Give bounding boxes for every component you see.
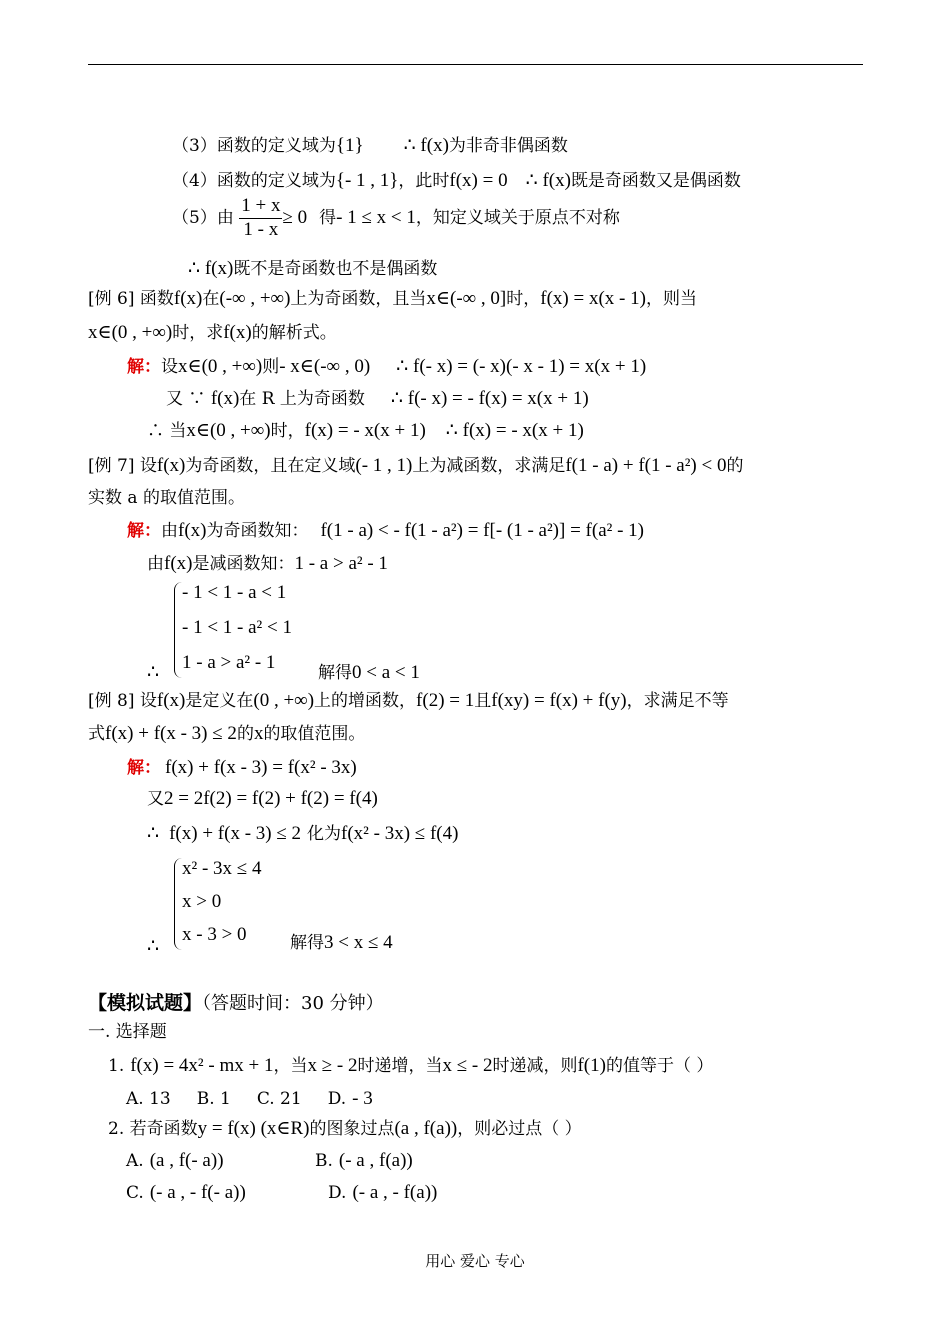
ex8-sol2 bbox=[147, 788, 378, 811]
q1-expression: f(x) = 4x² - mx + 1 bbox=[130, 1055, 274, 1076]
q1-option-d-value: - 3 bbox=[352, 1088, 373, 1109]
ex8-x: x bbox=[253, 723, 264, 744]
q2-option-a-value: (a , f(- a)) bbox=[149, 1150, 224, 1171]
ex8-s3-ineq: f(x) + f(x - 3) ≤ 2 bbox=[169, 823, 302, 844]
ex7-result: 0 < a < 1 bbox=[352, 662, 420, 683]
ex8-therefore: ∴ bbox=[147, 936, 160, 957]
ex6-s2-odd: 在 R 上为奇函数 bbox=[239, 389, 365, 409]
ex8-solve-label: 解得 bbox=[290, 933, 324, 953]
ex7-therefore: ∴ bbox=[147, 662, 160, 683]
case5-denominator: 1 - x bbox=[243, 218, 279, 240]
ex8-of: 的 bbox=[236, 724, 254, 744]
mock-section: 一. 选择题 bbox=[88, 1022, 167, 1042]
ex6-then: ，则当 bbox=[645, 289, 697, 309]
ex7-odd-text: 为奇函数，且在定义域 bbox=[185, 456, 356, 476]
ex6-f: f(x) bbox=[173, 288, 203, 309]
ex7-solve-line bbox=[318, 662, 420, 685]
ex7-s2-result: 1 - a > a² - 1 bbox=[294, 553, 388, 574]
ex6-s1-result: ∴ f(- x) = (- x)(- x - 1) = x(x + 1) bbox=[396, 356, 647, 377]
ex7-s2-by: 由 bbox=[147, 554, 164, 574]
ex7-sol2 bbox=[147, 553, 388, 576]
ex8-s3-result: f(x² - 3x) ≤ f(4) bbox=[341, 823, 459, 844]
ex6-s3-expr: f(x) = - x(x + 1) bbox=[304, 420, 426, 441]
q2-passes: 的图象过点 bbox=[309, 1119, 395, 1139]
ex8-system-row3: x - 3 > 0 bbox=[182, 924, 247, 945]
case5-range: - 1 ≤ x < 1 bbox=[336, 206, 416, 228]
ex8-system-row1: x² - 3x ≤ 4 bbox=[182, 858, 262, 879]
ex8-ask: ，求满足不等 bbox=[626, 691, 729, 711]
ex7-domain: (- 1 , 1) bbox=[355, 455, 413, 476]
ex7-s2-f: f(x) bbox=[164, 553, 193, 574]
ex7-line2: 实数 a 的取值范围。 bbox=[88, 488, 245, 508]
ex8-sol1 bbox=[127, 757, 357, 780]
ex6-s1-let: 设 bbox=[161, 357, 178, 377]
ex6-s3-x: x∈(0 , +∞) bbox=[186, 420, 271, 441]
case4-eq: f(x) = 0 bbox=[449, 170, 508, 191]
ex8-range-text: 的取值范围。 bbox=[263, 724, 366, 744]
q1-ask: 的值等于（ ） bbox=[605, 1056, 714, 1076]
ex8-sol3 bbox=[147, 823, 458, 846]
ex8-f: f(x) bbox=[156, 690, 186, 711]
ex8-s1: f(x) + f(x - 3) = f(x² - 3x) bbox=[165, 757, 357, 778]
ex8-s2: 2 = 2f(2) = f(2) + f(2) = f(4) bbox=[164, 788, 378, 809]
q2-expression: y = f(x) (x∈R) bbox=[197, 1118, 310, 1139]
ex6-s3-final: ∴ f(x) = - x(x + 1) bbox=[445, 420, 584, 441]
q2-option-d[interactable] bbox=[328, 1182, 437, 1205]
case4-label: （4）函数的定义域为 bbox=[172, 171, 336, 191]
ex8-intro: [例 8] 设 bbox=[88, 691, 157, 711]
q2-ask: ，则必过点（ ） bbox=[457, 1119, 582, 1139]
q2-line bbox=[108, 1118, 582, 1141]
ex8-defined: 是定义在 bbox=[185, 691, 254, 711]
ex8-solution-label: 解： bbox=[127, 758, 161, 778]
ex7-system-row3: 1 - a > a² - 1 bbox=[182, 652, 276, 673]
ex7-f: f(x) bbox=[156, 455, 186, 476]
q2-intro: 2. 若奇函数 bbox=[108, 1119, 198, 1139]
ex7-sol1 bbox=[127, 520, 644, 543]
ex7-decreasing-text: 上为减函数，求满足 bbox=[412, 456, 566, 476]
ex6-solution-label: 解： bbox=[127, 357, 161, 377]
case4-line bbox=[172, 170, 741, 193]
ex8-line1 bbox=[88, 690, 729, 713]
ex8-and: 且 bbox=[474, 691, 492, 711]
q2-option-d-value: (- a , - f(a)) bbox=[352, 1182, 438, 1203]
q1-decreasing: 时递减，则 bbox=[492, 1056, 578, 1076]
ex7-s1-f: f(x) bbox=[178, 520, 207, 541]
case4-mid: ，此时 bbox=[398, 171, 450, 191]
q2-option-b-label: B. bbox=[315, 1151, 333, 1171]
q1-f1: f(1) bbox=[577, 1055, 606, 1076]
ex8-value: f(2) = 1 bbox=[416, 690, 475, 711]
ex6-when: 时， bbox=[506, 289, 541, 309]
q2-option-c[interactable] bbox=[126, 1182, 246, 1205]
q1-when1: ，当 bbox=[273, 1056, 308, 1076]
q2-option-c-value: (- a , - f(- a)) bbox=[149, 1182, 246, 1203]
case4-conclusion: ∴ f(x) bbox=[525, 170, 571, 191]
ex7-line1 bbox=[88, 455, 743, 478]
q1-cond1: x ≥ - 2 bbox=[307, 1055, 358, 1076]
ex8-s3-becomes: 化为 bbox=[307, 824, 342, 844]
q1-increasing: 时递增，当 bbox=[357, 1056, 443, 1076]
ex6-sol1 bbox=[127, 356, 646, 379]
q2-point: (a , f(a)) bbox=[394, 1118, 458, 1139]
ex8-solve-line bbox=[290, 932, 393, 955]
case5-line bbox=[172, 195, 620, 242]
ex8-increasing: 上的增函数， bbox=[314, 691, 417, 711]
ex6-condition: x∈(-∞ , 0] bbox=[426, 288, 507, 309]
q1-option-a[interactable]: A. 13 bbox=[126, 1089, 171, 1109]
ex7-of: 的 bbox=[726, 456, 744, 476]
ex8-line2 bbox=[88, 723, 365, 746]
q1-cond2: x ≤ - 2 bbox=[442, 1055, 493, 1076]
q1-options bbox=[126, 1088, 373, 1111]
ex7-solution-label: 解： bbox=[127, 521, 161, 541]
ex6-in: 在 bbox=[202, 289, 220, 309]
header-rule bbox=[88, 64, 863, 65]
q1-option-c[interactable]: C. 21 bbox=[256, 1089, 302, 1109]
case3-domain: {1} bbox=[335, 135, 364, 156]
ex6-expr-text: 的解析式。 bbox=[251, 323, 337, 343]
q1-option-d[interactable]: D. bbox=[327, 1089, 347, 1109]
q2-option-b[interactable] bbox=[315, 1150, 413, 1173]
case3-conclusion: ∴ f(x) bbox=[403, 135, 449, 156]
ex7-s2-decreasing: 是减函数知： bbox=[192, 554, 295, 574]
ex6-line1 bbox=[88, 288, 697, 311]
ex6-expression: f(x) = x(x - 1) bbox=[540, 288, 646, 309]
ex7-inequality: f(1 - a) + f(1 - a²) < 0 bbox=[565, 455, 727, 476]
ex8-s3-therefore: ∴ bbox=[147, 823, 160, 844]
case5-numerator: 1 + x bbox=[239, 195, 282, 219]
ex8-rule: f(xy) = f(x) + f(y) bbox=[491, 690, 627, 711]
case5-tail: ，知定义域关于原点不对称 bbox=[415, 207, 620, 228]
q1-option-b[interactable]: B. 1 bbox=[196, 1089, 231, 1109]
q2-option-b-value: (- a , f(a)) bbox=[338, 1150, 413, 1171]
case5-conclusion: ∴ f(x) bbox=[188, 258, 234, 279]
ex6-domain: (-∞ , +∞) bbox=[219, 288, 291, 309]
case3-label: （3）函数的定义域为 bbox=[172, 136, 336, 156]
case5-fraction bbox=[239, 195, 282, 242]
ex6-line2 bbox=[88, 322, 337, 345]
ex6-s2-because: 又 ∵ bbox=[166, 389, 211, 409]
case3-line bbox=[172, 135, 568, 158]
case4-tail: 既是奇函数又是偶函数 bbox=[570, 171, 741, 191]
ex7-intro: [例 7] 设 bbox=[88, 456, 157, 476]
ex6-f2: f(x) bbox=[223, 322, 252, 343]
ex6-s1-negx: - x∈(-∞ , 0) bbox=[279, 356, 371, 377]
ex7-s1-result: f(1 - a) < - f(1 - a²) = f[- (1 - a²)] = f(a² - 1) bbox=[320, 520, 644, 541]
case5-get: 得 bbox=[319, 207, 337, 228]
q2-option-a[interactable] bbox=[126, 1150, 224, 1173]
ex8-formula-label: 式 bbox=[88, 724, 105, 744]
ex6-intro: [例 6] 函数 bbox=[88, 289, 174, 309]
ex8-system-row2: x > 0 bbox=[182, 891, 222, 912]
ex8-domain: (0 , +∞) bbox=[253, 690, 315, 711]
ex6-range2: x∈(0 , +∞) bbox=[88, 322, 173, 343]
ex7-solve-label: 解得 bbox=[318, 663, 352, 683]
ex6-s1-then: 则 bbox=[262, 357, 280, 377]
ex6-odd-text: 上为奇函数，且当 bbox=[290, 289, 427, 309]
case5-conclusion-tail: 既不是奇函数也不是偶函数 bbox=[233, 259, 438, 279]
q2-option-d-label: D. bbox=[328, 1183, 347, 1203]
ex8-result: 3 < x ≤ 4 bbox=[324, 932, 393, 953]
ex7-system-row1: - 1 < 1 - a < 1 bbox=[182, 582, 287, 603]
q2-option-a-label: A. bbox=[126, 1151, 144, 1171]
mock-title: 【模拟试题】 bbox=[88, 992, 203, 1014]
ex6-sol2 bbox=[166, 388, 589, 411]
case4-domain: {- 1 , 1} bbox=[335, 170, 399, 191]
mock-heading bbox=[88, 992, 384, 1015]
ex6-sol3 bbox=[147, 420, 584, 443]
ex7-s1-odd: 为奇函数知： bbox=[206, 521, 309, 541]
q1-number: 1. bbox=[108, 1056, 125, 1076]
case5-conclusion-line bbox=[188, 258, 437, 281]
ex8-inequality: f(x) + f(x - 3) ≤ 2 bbox=[105, 723, 237, 744]
ex6-s3-when: ∴ 当 bbox=[147, 421, 187, 441]
ex6-s3-time: 时， bbox=[270, 421, 305, 441]
case5-ge: ≥ 0 bbox=[282, 206, 308, 228]
ex6-ask: 时，求 bbox=[172, 323, 224, 343]
case5-label: （5）由 bbox=[172, 207, 234, 228]
ex6-s2-result: ∴ f(- x) = - f(x) = x(x + 1) bbox=[390, 388, 589, 409]
ex7-system-row2: - 1 < 1 - a² < 1 bbox=[182, 617, 292, 638]
ex7-s1-by: 由 bbox=[161, 521, 178, 541]
q2-option-c-label: C. bbox=[126, 1183, 144, 1203]
ex8-s2-also: 又 bbox=[147, 789, 164, 809]
q1-line bbox=[108, 1055, 713, 1078]
mock-time: （答题时间：30 分钟） bbox=[202, 993, 384, 1014]
case3-tail: 为非奇非偶函数 bbox=[448, 136, 568, 156]
ex6-s1-x: x∈(0 , +∞) bbox=[178, 356, 263, 377]
page-footer: 用心 爱心 专心 bbox=[425, 1252, 525, 1270]
ex6-s2-f: f(x) bbox=[210, 388, 240, 409]
